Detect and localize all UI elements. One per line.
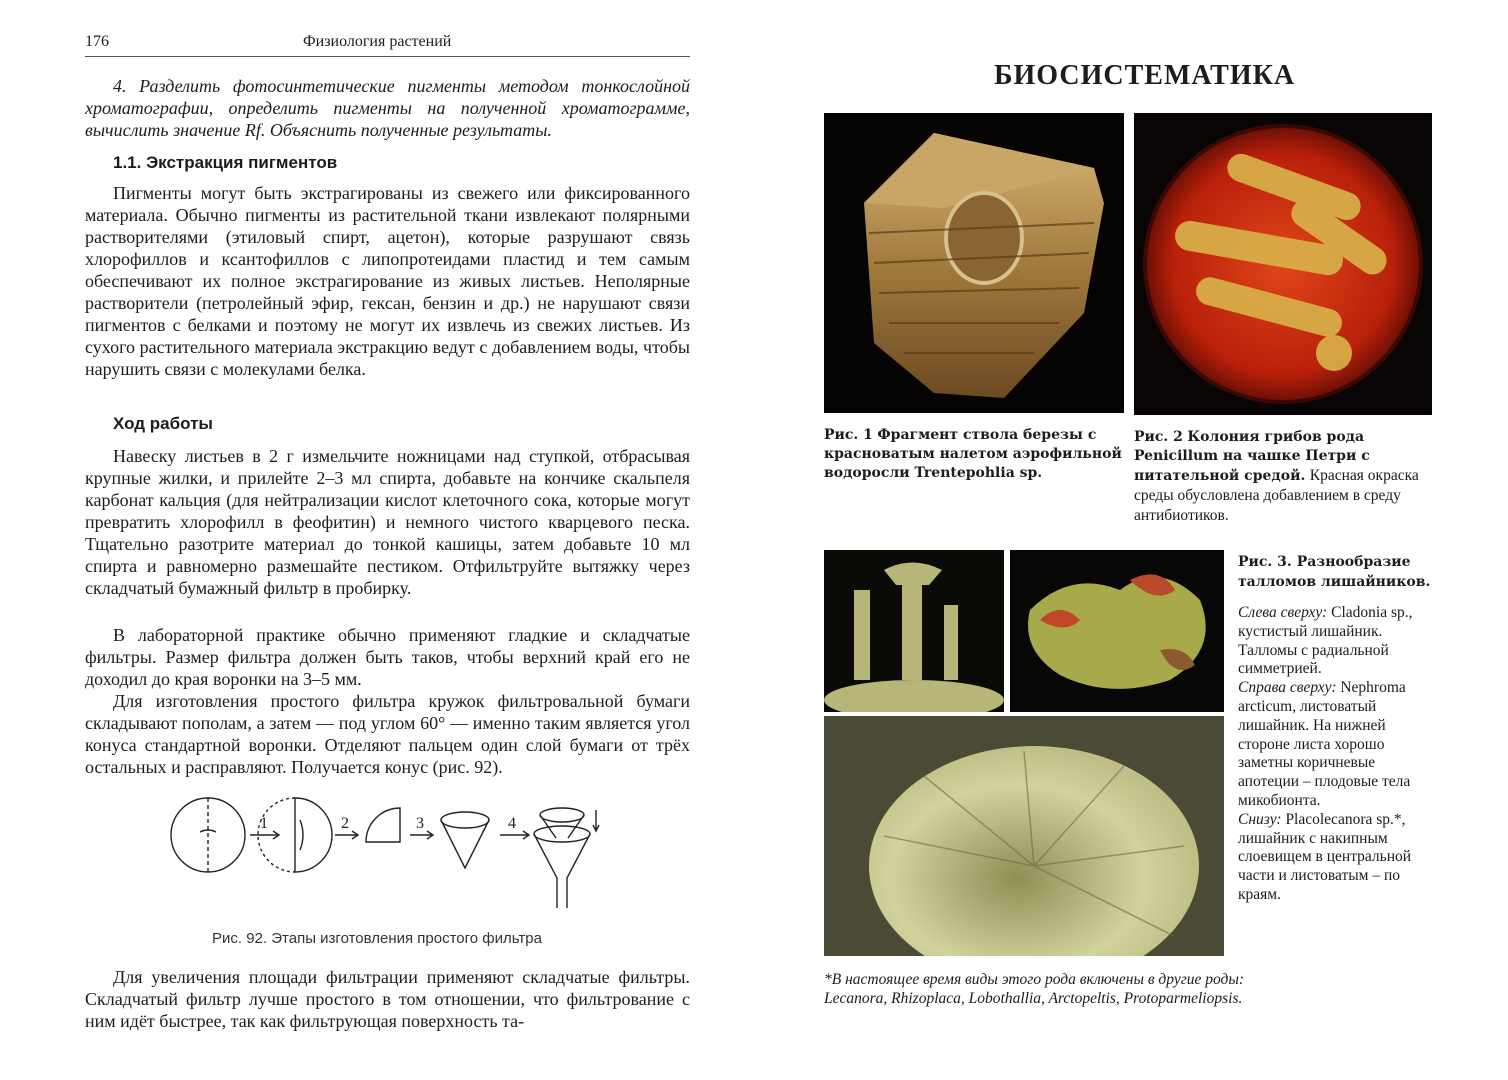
section-heading: 1.1. Экстракция пигментов <box>113 153 338 172</box>
cone-rim-shape <box>441 812 489 828</box>
page-number: 176 <box>85 33 109 50</box>
figure-2-caption <box>1134 428 1434 526</box>
filter-diagram-svg <box>160 790 610 920</box>
fold-mark-shape <box>200 830 216 832</box>
funnel-rim-shape <box>534 826 590 842</box>
cladonia-photo <box>824 550 1004 712</box>
running-header <box>85 32 690 57</box>
placolecanora-photo <box>824 716 1224 956</box>
cone-body-shape <box>441 820 489 868</box>
step-number-3: 3 <box>416 815 424 832</box>
nephroma-illustration <box>1010 550 1224 712</box>
figure-3-caption <box>1238 552 1438 905</box>
figure-2-label: Рис. 2 <box>1134 429 1183 445</box>
figure-3-top-left-description <box>1238 604 1438 679</box>
funnel-body-shape <box>534 834 590 908</box>
figure-3-title: Разнообразие талломов лишайников. <box>1238 554 1431 590</box>
paragraph-pleated-filter: Для увеличения площади фильтрации применяют складчатые фильтры. Складчатый фильтр лучше простого в том отношении, что фильтрование с ним идёт быстрее, так как фильтрующая поверхность та- <box>85 967 690 1031</box>
step-number-2: 2 <box>341 815 349 832</box>
top-left-label: Слева сверху: <box>1238 604 1328 621</box>
top-right-label: Справа сверху: <box>1238 679 1337 697</box>
top-left-text: Cladonia sp., кустистый лишайник. Талломы с радиальной симметрией. <box>1238 604 1413 678</box>
task-item: 4. Разделить фотосинтетические пигменты методом тонкослойной хроматографии, определить пигменты на полученной хроматограмме, вычислить значение Rf. Объяснить полученные результаты. <box>85 76 690 140</box>
footnote-line-1: *В настоящее время виды этого рода включены в другие роды: <box>824 971 1245 988</box>
work-heading: Ход работы <box>113 414 213 433</box>
figure-3-heading <box>1238 552 1438 592</box>
step-number-4: 4 <box>508 815 516 832</box>
petri-dish-photo <box>1134 113 1432 415</box>
figure-2-bold-text: Колония грибов рода Penicillum на чашке Петри с питательной средой. <box>1134 429 1370 484</box>
paragraph-extraction: Пигменты могут быть экстрагированы из свежего или фиксированного материала. Обычно пигменты из растительной ткани извлекают полярными растворителями (этиловый спирт, ацетон), которые разрушают связь хлорофиллов и ксантофиллов с липопротеидами пластид и тем самым обеспечивают их полное экстрагирование из живых листьев. Неполярные растворители (петролейный эфир, гексан, бензин и др.) не нарушают связи пигментов с белками и поэтому не могут их извлечь из свежих листьев. Из сухого растительного материала экстракцию ведут с добавлением воды, чтобы нарушить связи с молекулами белка. <box>85 183 690 379</box>
paragraph-filters: В лабораторной практике обычно применяют гладкие и складчатые фильтры. Размер фильтра должен быть таков, чтобы верхний край его не доходил до края воронки на 3–5 мм. <box>85 625 690 689</box>
step-number-1: 1 <box>260 815 268 832</box>
birch-trunk-illustration <box>824 113 1124 413</box>
figure-1-caption <box>824 426 1124 483</box>
filter-cone-rim-shape <box>540 808 584 822</box>
figure-1-label: Рис. 1 <box>824 427 873 443</box>
nephroma-photo <box>1010 550 1224 712</box>
half-circle-shape <box>295 798 332 872</box>
section-title: БИОСИСТЕМАТИКА <box>994 60 1296 91</box>
petri-dish-illustration <box>1134 113 1432 415</box>
paragraph-simple-filter: Для изготовления простого фильтра кружок фильтровальной бумаги складывают пополам, а затем — под углом 60° — именно таким является угол конуса стандартной воронки. Отделяют пальцем один слой бумаги от трёх остальных и расправляют. Получается конус (рис. 92). <box>85 691 690 777</box>
half-circle-curve-shape <box>300 820 303 850</box>
figure-3-label: Рис. 3. <box>1238 554 1292 570</box>
top-right-text: Nephroma arcticum, листоватый лишайник. На нижней стороне листа хорошо заметны коричневые апотеции – плодовые тела микобионта. <box>1238 679 1411 809</box>
bottom-label: Снизу: <box>1238 810 1282 828</box>
cladonia-illustration <box>824 550 1004 712</box>
running-title: Физиология растений <box>303 33 452 50</box>
quarter-shape <box>366 808 400 842</box>
figure-3-top-right-description <box>1238 679 1438 811</box>
footnote <box>824 970 1424 1008</box>
birch-trunk-photo <box>824 113 1124 413</box>
bottom-text: Placolecanora sp.*, лишайник с накипным слоевищем в центральной части и листоватым – по краям. <box>1238 810 1412 903</box>
figure-3-bottom-description <box>1238 811 1438 905</box>
footnote-line-2: Lecanora, Rhizoplaca, Lobothallia, Arctopeltis, Protoparmeliopsis. <box>824 990 1243 1007</box>
figure-92-caption: Рис. 92. Этапы изготовления простого фильтра <box>212 930 542 947</box>
right-page <box>754 0 1508 1080</box>
figure-1-text: Фрагмент ствола березы с красноватым налетом аэрофильной водоросли Trentepohlia sp. <box>824 427 1122 481</box>
paragraph-procedure: Навеску листьев в 2 г измельчите ножницами над ступкой, отбрасывая крупные жилки, и прилейте 2–3 мл спирта, добавьте на кончике скальпеля карбонат кальция (для нейтрализации кислот клеточного сока, которые могут превратить хлорофилл в феофитин) и немного чистого кварцевого песка. Тщательно разотрите материал до тонкой кашицы, затем добавьте 10 мл спирта и равномерно размешайте пестиком. Отфильтруйте вытяжку через складчатый бумажный фильтр в пробирку. <box>85 446 690 598</box>
figure-2-plain-text: Красная окраска среды обусловлена добавлением в среду антибиотиков. <box>1134 467 1419 524</box>
placolecanora-illustration <box>824 716 1224 956</box>
filter-folding-diagram <box>160 790 610 920</box>
